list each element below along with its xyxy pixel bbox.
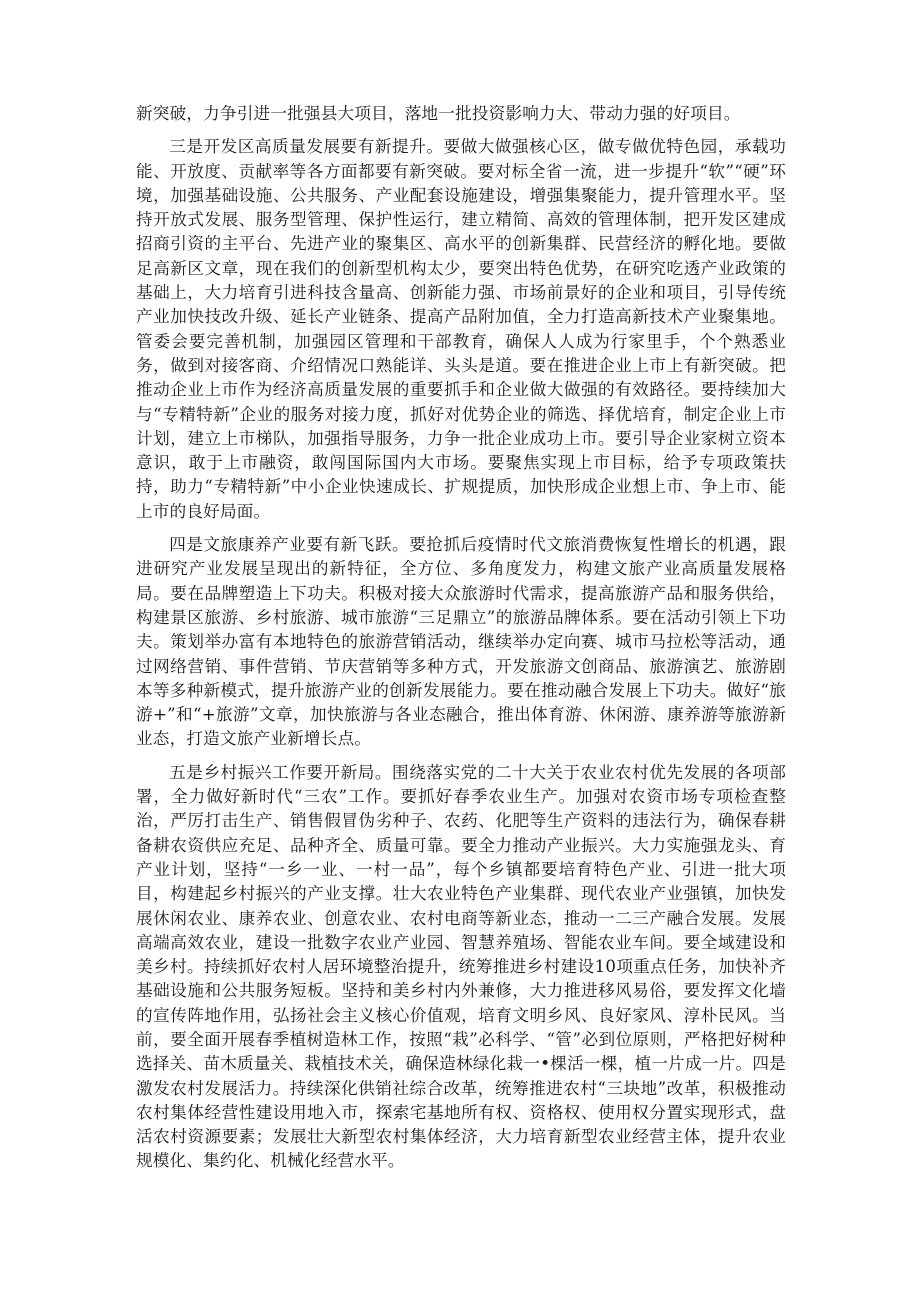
paragraph-development-zone: 三是开发区高质量发展要有新提升。要做大做强核心区，做专做优特色园，承载功能、开放度、贡献率等各方面都要有新突破。要对标全省一流，进一步提升“软”“硬”环境，加强基础设施、公共服务、产业配套设施建设，增强集聚能力，提升管理水平。坚持开放式发展、服务型管理、保护性运行，建立精简、高效的管理体制，把开发区建成招商引资的主平台、先进产业的聚集区、高水平的创新集群、民营经济的孵化地。要做足高新区文章，现在我们的创新型机构太少，要突出特色优势，在研究吃透产业政策的基础上，大力培育引进科技含量高、创新能力强、市场前景好的企业和项目，引导传统产业加快技改升级、延长产业链条、提高产品附加值，全力打造高新技术产业聚集地。管委会要完善机制，加强园区管理和干部教育，确保人人成为行家里手，个个熟悉业务，做到对接客商、介绍情况口熟能详、头头是道。要在推进企业上市上有新突破。把推动企业上市作为经济高质量发展的重要抓手和企业做大做强的有效路径。要持续加大与“专精特新”企业的服务对接力度，抓好对优势企业的筛选、择优培育，制定企业上市计划，建立上市梯队，加强指导服务，力争一批企业成功上市。要引导企业家树立资本意识，敢于上市融资，敢闯国际国内大市场。要聚焦实现上市目标，给予专项政策扶持，助力“专精特新”中小企业快速成长、扩规提质，加快形成企业想上市、争上市、能上市的良好局面。 [136, 137, 786, 521]
document-body [136, 102, 786, 1183]
paragraph-culture-tourism: 四是文旅康养产业要有新飞跃。要抢抓后疫情时代文旅消费恢复性增长的机遇，跟进研究产业发展呈现出的新特征，全方位、多角度发力，构建文旅产业高质量发展格局。要在品牌塑造上下功夫。积极对接大众旅游时代需求，提高旅游产品和服务供给，构建景区旅游、乡村旅游、城市旅游“三足鼎立”的旅游品牌体系。要在活动引领上下功夫。策划举办富有本地特色的旅游营销活动，继续举办定向赛、城市马拉松等活动，通过网络营销、事件营销、节庆营销等多种方式，开发旅游文创商品、旅游演艺、旅游剧本等多种新模式，提升旅游产业的创新发展能力。要在推动融合发展上下功夫。做好“旅游+”和“+旅游”文章，加快旅游与各业态融合，推出体育游、休闲游、康养游等旅游新业态，打造文旅产业新增长点。 [136, 535, 786, 749]
paragraph-continuation: 新突破，力争引进一批强县大项目，落地一批投资影响力大、带动力强的好项目。 [136, 104, 741, 123]
paragraph-rural-revitalization: 五是乡村振兴工作要开新局。围绕落实党的二十大关于农业农村优先发展的各项部署，全力做好新时代“三农”工作。要抓好春季农业生产。加强对农资市场专项检查整治，严厉打击生产、销售假冒伪劣种子、农药、化肥等生产资料的违法行为，确保春耕备耕农资供应充足、品种齐全、质量可靠。要全力推动产业振兴。大力实施强龙头、育产业计划，坚持“一乡一业、一村一品”，每个乡镇都要培育特色产业、引进一批大项目，构建起乡村振兴的产业支撑。壮大农业特色产业集群、现代农业产业强镇，加快发展休闲农业、康养农业、创意农业、农村电商等新业态，推动一二三产融合发展。发展高端高效农业，建设一批数字农业产业园、智慧养殖场、智能农业车间。要全域建设和美乡村。持续抓好农村人居环境整治提升，统筹推进乡村建设10项重点任务，加快补齐基础设施和公共服务短板。坚持和美乡村内外兼修，大力推进移风易俗，要发挥文化墙的宣传阵地作用，弘扬社会主义核心价值观，培育文明乡风、良好家风、淳朴民风。当前，要全面开展春季植树造林工作，按照“栽”必科学、“管”必到位原则，严格把好树种选择关、苗木质量关、栽植技术关，确保造林绿化栽一•棵活一棵，植一片成一片。四是激发农村发展活力。持续深化供销社综合改革，统筹推进农村“三块地”改革，积极推动农村集体经营性建设用地入市，探索宅基地所有权、资格权、使用权分置实现形式，盘活农村资源要素；发展壮大新型农村集体经济，大力培育新型农业经营主体，提升农业规模化、集约化、机械化经营水平。 [136, 762, 786, 1171]
